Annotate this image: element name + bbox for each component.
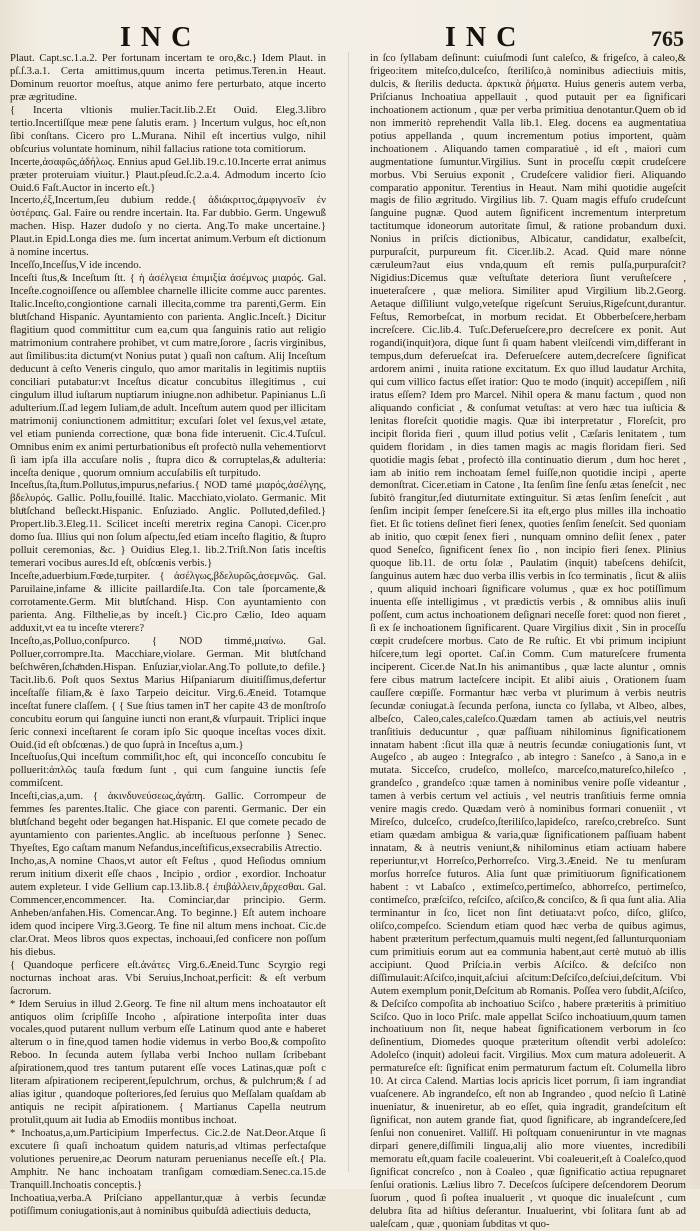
dictionary-entry: in ſco ſyllabam deſinunt: cuiuſmodi ſunt caleſco, & frigeſco, à caleo,& frigeo:item miteſco,dulceſco, ſteriliſco,à nominibus adiectiuis mitis, dulcis, & ſterilis deducta. ἀρκτικὰ ῥήματα. Huius generis autem verba, Priſcianus Inchoatiua appellauit , quod putauit per ea ſignificari inchoationem actionum , quæ per verba primitiua denotantur.Quem ob id non immeritò reprehendit Valla lib.1. Eleg. docens ea augmentatiua potius appellanda , quum incrementum potius importent, quàm inchoationem . Aliquando tamen comparatiuè , id eſt , maiori cum augmentatione ſumuntur.Virgilius. Sunt in proceſſu cœpit crudeſcere morbus. Vbi Seruius exponit , Crudeſcere validior fieri. Aliquando comparatio apponitur. Terentius in Heaut. Nam mihi quotidie augeſcit magis de filio ægritudo. Virgilius lib. 7. Quam magis effuſo crudeſcunt ſanguine pugnæ. Quod autem ſignificent incrementum interpretum tactitumque idoneorum autoritate ſimul, & ratione probandum duxi. Nonius in priſcis dictionibus, Albicatur, candidatur, exalbeſcit, purpuraſcit, purpureum fit. Cicer.lib.2. Acad. Quid mare nónne cæruleum?aut eius vnda,quum eſt remis pulſa,purpuraſcit? Nigidius:Dicemus quæ veſtuſtate deteriora ſiunt veruſteſcere , inueteraſcere , quæ meliora. Similiter apud Virgilium lib.2.Georg. Aetaque diſſiliunt vulgo,veteſque rigeſcunt Seruius,Rigeſcunt,durantur. Feſtus, Remorbeſcat, in morbum recidat. Et Obberbeſcere,herbam increſcere. Cic.lib.4. Tuſc.Deferueſcere,pro decreſcere ex ponit. Aut rogandi(inquit)ora, dique ſunt ſi quam habent vleiſcendi vim,differant in tempus,dum deferueſcat ira. Deferueſcere autem,decreſcere ſignificat ardorem animi , inuita ratione excitatum. Ex quo illud laudatur Archita, qui cum villico factus eſſet iratior: Quo te modo (inquit) accepiſſem , niſi iratus eſſem? Idem pro Marcel. Nihil opera & manu factum , quod non aliquando conficiat , & conſumat vetuſtas: at vero hæc tua iuſticia & lenitas floreſcit quotidie magis. Quæ ibi interpretatur , Floreſcit, pro incipit florida fieri , quum illud potius velit , Cæſaris lenitatem , tum quidem floridam , in dies tamen magis ac magis floridam fieri. Sed quotidie magis ſebat , profectò illa continuatio dierum , dum hoc heret , iam ab initio rem inchoatam ſemel fuiſſe,non quotidie incipi , aperte demonſtrat. Cicer.etiam in Catone , Ita ſenſim ſine ſenſu ætas ſeneſcit , nec ſubitò frangitur,ſed diuturnitate extinguitur. Si ætas ſenſim ſeneſcit , aut ſenſim incipit ſemper ſeneſcere.Si ita eſt,ergo plus milles illa inchoatio fiet. Et ſic totiens deſinet fieri ſenex, quoties ſenſim ſeneſcit. Sed quoniam ab initio, quo cœpit ſenex fieri , nunquam omnino deſiit ſenex , pater quod Seneſco, ſignificent ſenex ſio , non incipio fieri ſenex. Plinius quoque lib.11. de ortu ſolæ , Paulatim (inquit) tabeſcens dehiſcit, ſanguinus autem hæc duo verba illis verbis in ſco terminatis , ſicut & aliis , quum aliquid inchoari ſignificare volumus , quæ ex hoc potiſſimum inuenta eſſe intelligimus , vt prædictis verbis , & omnibus aliis inuſi poſſent, cum actus inchoationem deſignari neceſſe foret: quod non fieret , ſi ex ſe inchoationem ſignificarent. Quare Virgilius dixit , Sin in proceſſu cœpit crudeſcere morbus. Cato de Re ruſtic. Et vbi primum incipiunt hiſcere,tum legi oportet. Caſ.in Comm. Cum matureſcere frumenta inciperent. Cicer.de Nat.In his animantibus , quæ lacte aluntur , omnis fere cibus matrum lacteſcere incipit. Et alibi aiuis , Orationem ſuam cauſſere cœpiſſe. Formantur hæc verba vt plurimum à verbis neutris ſecundæ coniugat.à ſecunda perſona, iuncta co ſyllaba, vt Albeo, albes, albeſco, Caleo,cales,caleſco.Quædam tamen ab actiuis,vel neutris tranſitiuis deducuntur , quæ paſſiuam nihilominus ſignificationem innatam habent :ſicut illa quæ à neutris ſecundæ coniugationis ſunt, vt Augeſco , ab augeo : Integraſco , ab integro : Saneſco , à Sano,a in e mutata. Sicceſco, crudeſco, molleſco, marceſco,matureſco,hileſco , grandeſco , grandeſco :quæ tamen à nominibus venire poſſe videantur , tamen à verbis certum vel actiuis , vel neutris tranſitiuis ferme omnia venire magis credo. Quædam verò à nominibus formari conueniit , vt Mireſco, dulceſco, crudeſco,ſteriliſco,lapideſco, rareſco,crebreſco. Sunt etiam quædam ambigua & varia,quæ ſignificationem paſſiuam habent innatam, & à neutris veniunt,& nihilominus etiam actiuam habere reperiuntur,vt Horreſco,Perhorreſco. Virg.3.Æneid. Ne tu menſuram morſus horreſce futuros. Alia ſunt quæ primitiuorum ſignificationem habent : vt Labaſco , extimeſco,pertimeſco, abhorreſco, pertimeſco, contimeſco, præſciſco, reſciſco, aſciſco,& conciſco, & ſi qua ſunt alia. Alia terminantur in ſco, licet non ſint detiuata:vt poſco, diſco, gliſco, oliſco,compeſco. Sciendum etiam quod hæc verba de quibus agimus, habent præteritum perfectum,quamuis multi negent,ſed ſallunturquoniam cum primitiuis eorum aut ea communia habent,aut certè mutuò ab illis accipiunt. Quod Priſcia.in verbis Aſciſco. & deſciſco non diſſimulauit:Aſciſco,inquit,aſciui aſcitum:Deſciſco,deſciui,deſcitum. Vbi Autem exemplum ponit,Deſcitum ab Romanis. Poſſea vero ſubdit,Aſciſco, & Deſciſco compoſita ab inchoatiuo Sciſco , habere præteritis à primitiuo Sciſco. Quo in loco Priſc. male appellat Sciſco inchoatiuum,quum tamen inchoatiuum non ſit, neque habeat ſignificationem verborum in ſco deſinentium, Diomedes quoque præteritum oſtendit verbi adoleſco: Adoleſco (inquit) adoleui facit. Virgilius. Mox cum matura adoleuerit. A permatureſce eſt: ſignificat enim permaturum factum eſt. Columella libro 10. At circa Calend. Martias locis apricis licet porrum, ſi iam ingrandiat vuaſcenere. Ab ingrandeſco, eſt non ab Ingrandeo , quod neſcio ſi Latinè inueniatur, & inueniretur, ab eo eſſet, quia ingradit, grandeſcitum eſt ſignificat, non autem grande fiat, quod ſignificare, ab ingrandeſcere,ſed ſenſui non conueniret. Valliſſ. Hi poſtquam conueniruntur in vte magnas dirpari genere,diſſimili lingua,alij alio more viuentes, incredibili memoratu eſt,quam facile coaleuerint. Vbi coaleuerit,eſt à Coaleſco,quod ſignificat concreſco , non à Coaleo , quæ ſignificatio actiua repugnaret ſenſui orationis. Lælius libro 7. Deceſcos ſuſcipere deſcendorem Deorum ſuorum , quod ſi poſtea inualuerit , vt quoque dic inualeſcunt , cum delubra ſita ad hiſtius deſerantur. Inualuerint, vbi ſolitara ſunt ab ad ualeſcam , quæ , quoniam ſubditas vt quo- [370, 52, 686, 1230]
dictionary-entry: Plaut. Capt.sc.1.a.2. Per fortunam incertam te oro,&c.} Idem Plaut. in pſ.ſ.3.a.1. Certa amittimus,quum incerta petimus.Teren.in Heaut. Dominum reuortor moeſtus, atque animo fere perturbato, atque incerto præ ægritudine. [10, 52, 326, 103]
dictionary-entry: Inceſtus,ſta,ſtum.Pollutus,impurus,nefarius.{ NOD tamé μιαρός,ἀσέλγης, βδελυρός. Gallic. Pollu,fouillé. Italic. Macchiato,violato. Germanic. Mit bluͤtſchand beſleckt.Hispanic. Enſuziado. Anglic. Polluted,defiled.} Propert.lib.3.Eleg.11. Scilicet inceſti meretrix regina Canopi. Cicer.pro domo ſua. Illius qui non ſolum aſpectu,ſed etiam inceſto flagitio, & ſtupro polluit ceremonias, &c. } Ouidius Eleg.1. lib.2.Triſt.Non ſatis inceſtis temerari vocibus aures.Id eſt, obſcœnis verbis.} [10, 479, 326, 570]
dictionary-entry: Incho,as,A nomine Chaos,vt autor eſt Feſtus , quod Heſiodus omnium rerum initium dixerit eſſe chaos , Incipio , ordior , exordior. Inchoatur autem expleteur. I vide Gellium cap.13.lib.8.{ ἐπιβάλλειν,ἄρχεσθαι. Gal. Commencer,encommencer. Ita. Cominciar,dar principio. Germ. Anheben/anfahen.His. Comencar.Ang. To beginne.} Eſt autem inchoare idem quod incipere Virg.3.Georg. Te fine nil altum mens inchoat. Cic.de clar.Orat. Meos libros quos expectas, inchoaui,ſed conficere non poſſum his diebus. [10, 855, 326, 958]
dictionary-entry: { Incerta vltionis mulier.Tacit.lib.2.Et Ouid. Eleg.3.libro tertio.Incertiſſque meæ pene ſalutis eram. } Incertum vulgus, hoc eſt,non ſibi conſtans. Cicero pro L.Murana. Nihil eſt incertius vulgo, nihil obſcurius voluntate hominum, nihil fallacius ratione tota comitiorum. [10, 103, 326, 155]
dictionary-entry: Inceſſo,Inceſſus,V ide incendo. [10, 259, 142, 272]
dictionary-entry: * Idem Seruius in illud 2.Georg. Te fine nil altum mens inchoatautor eſt antiquos olim ſcripſiſſe Incoho , aſpiratione interpoſita inter duas vocales,quod putarent nullum verbum eſſe Latinum quod ante e haberet alterum o in fine,quod tamen hodie videmus in verbo Boo,& compoſito Reboo. In ſecunda autem ſyllaba verbi Inchoo nullam ſcribebant aſpirationem,quod tres tantum putarent eſſe voces Latinas,quæ poſt c literam aſpirationem reciperent,ſepulchrum, orchus, & pulchrum;& ſ ad alias igitur , quandoque poſteriores,ſed ſeruius quo Meſſalam quaſdam ab antiquis ne recipit aſpirationem. { Martianus Capella neutrum protulit,quum ait Iudia ab Emodiis montibus inchoat. [10, 997, 326, 1127]
dictionary-entry: Incerte,ἀσαφῶς,ἀδήλως. Ennius apud Gel.lib.19.c.10.Incerte errat animus præter proteruiam viuitur.} Plaut.pſeud.ſc.2.a.4. Admodum incerto ſcio Ouid.6 Faſt.Auctor in incerto eſt.} [10, 155, 326, 194]
page-number: 765 [651, 26, 684, 51]
running-header [0, 6, 700, 54]
dictionary-entry: * Inchoatus,a,um.Participium Imperfectus. Cic.2.de Nat.Deor.Atque ſi excutere ſi quaſi inchoatum quidem naturis,ad vltimas perfectaſque volutiones peruenire,ac Deorum naturam peruenianus neceſſe eſt.{ Pla. Amphitr. Ne hanc inchoatam tranſigam comœdiam.Senec.ca.15.de Tranquill.Inchoatis conceptis.} [10, 1127, 326, 1191]
dictionary-entry: Inceſti ſtus,& Inceſtum ſtt. { ἡ ἀσέλγεια ἐπιμιξία ἀσέμνως μιαρός. Gal. Inceſte.cognoiſſence ou aſſemblee charnelle illicite comme aucc parentes. Italic.Inceſto,congiontione carnali illecita,comme tra parenti,Germ. Ein bluͤtſchand Hispanic. Ayuntamiento con parienta. Anglic.Inceſt.} Dicitur flagitium quod committitur cum ea,cum qua ſanguinis ratio aut religio matrimonium contrahere prohibet, vt cum matre,ſorore , ſacris virginibus, aut ſimilibus:ita dictum(vt Nonius putat ) quaſi non caſtum. Alij Inceſtum deducunt à ceſto Veneris cingulo, quo amor maritalis in legitimis nuptiis conciliari putabatur:vt Inceſtus dicatur concubitus illegitimus , cui cingulum illud iuſtarum nuptiarum iniugne.non adhibetur. Papinianus L.ſi adulterium.ſſ.ad legem Iuliam,de adult. Inceſtum autem quod per illicitam matrimonij coniunctionem admittitur; excuſari ſolet vel ſexus,vel ætate, vel etiam punienda correctione, quæ bona fide interuenit. Cic.4.Tuſcul. Omnibus enim ex animi perturbationibus eſt profectò nulla vehementiorvt ſi iam ipſa illa accuſare nolis , ſtupra dico & corruptelas,& adulteria: inceſta denique , quorum omnium accuſabilis eſt turpitudo. [10, 272, 326, 479]
left-column [10, 52, 326, 1217]
headword-left: INC [120, 22, 202, 53]
dictionary-entry: Inceſtuoſus,Qui inceſtum commiſit,hoc eſt, qui inconceſſo concubitu ſe polluerit:ἀπλῶς tauſa fœdum ſunt , qui cum ſanguine iunctis ſeſe commiſcent. [10, 751, 326, 790]
dictionary-entry: Inceſte,aduerbium.Fœde,turpiter. { ἀσέλγως,βδελυρῶς,ἀσεμνῶς. Gal. Paruilaine,infame & illicite paillardiſe.Ita. Con tale ſporcamente,& corrotamente.Germ. Mit bluͤtſchand. Hisp. Con ayuntamiento con parienta. Ang. Filthelie,as by inceſt.} Cic.pro Cælio, Ideo aquam adduxit,vt ea tu inceſte vtererε? [10, 570, 326, 634]
dictionary-entry: Inchoatiua,verba.A Priſciano appellantur,quæ à verbis ſecundæ potiſſimum coniugationis,aut à nominibus quibuſdà adiectiuis deducta, [10, 1191, 326, 1217]
column-divider [348, 52, 349, 1172]
right-column [370, 52, 686, 1230]
dictionary-entry: { Quandoque perficere eſt.ἀνάτες Virg.6.Æneid.Tunc Scyrgio regi nocturnas inchoat aras. Vbi Seruius,Inchoat,perficit: & eſt verbum ſacrorum. [10, 958, 326, 997]
headword-right: INC [445, 22, 527, 53]
dictionary-entry: Inceſto,as,Polluo,conſpurco. { NOD timmé,μιαίνω. Gal. Polluer,corrompre.Ita. Macchiare,violare. German. Mit bluͤtſchand beſchwẽren,ſchaͤnden.Hispan. Enſuziar,violar.Ang.To pollute,to defile.} Tacit.lib.6. Poſt quos Sextus Marius Hiſpaniarum diuitiſſimus,defertur inceſtaſſe filiam,& è ſaxo Tarpeio deicitur. Virg.6.Æneid. Totamque inceſtat funere claſſem. { { Sue ſtius tamen inT her capite 43 de monſtroſo concubitu eorum qui ſanguine iuncti non erant,& vſurpauit. Triplici inque ſeric connexi inceſtarent ſe coram ipſo Sic quoque inceſtas voces dixit. Ouid.(id eſt obſcœnas.) de quo ſuprà in Inceſtus a,um.} [10, 634, 326, 751]
dictionary-entry: Incerto,ἐξ,Incertum,ſeu dubium redde.{ ἀδιάκριτος,ἀμφιγνοεῖν ἐν ὑστέραις. Gal. Faire ou rendre incertain. Ita. Far dubbio. Germ. Ungewuß machen. Hisp. Hazer dudoſo y no cierta. Ang.To make uncertaine.} Plaut.in Epid.Longa dies me. ſum incertat animum.Verbum eſt dictionum à nomine incertus. [10, 194, 326, 259]
dictionary-entry: Inceſti,cias,a,um. { ἀκινδυνεύσεως,ἀγάπη. Gallic. Corrompeur de femmes ſes parentes.Italic. Che giace con parenti. Germanic. Der ein bluͤtſchand begeht oder begangen hat.Hispanic. El que comete pecado de ayuntamiento con parientes.Anglic. ab inceſtuous perſonne } Senec. Thyeſtes, Ego caſtam manum Nefandus,inceſtificus,exsecrabilis Atrectio. [10, 790, 326, 855]
